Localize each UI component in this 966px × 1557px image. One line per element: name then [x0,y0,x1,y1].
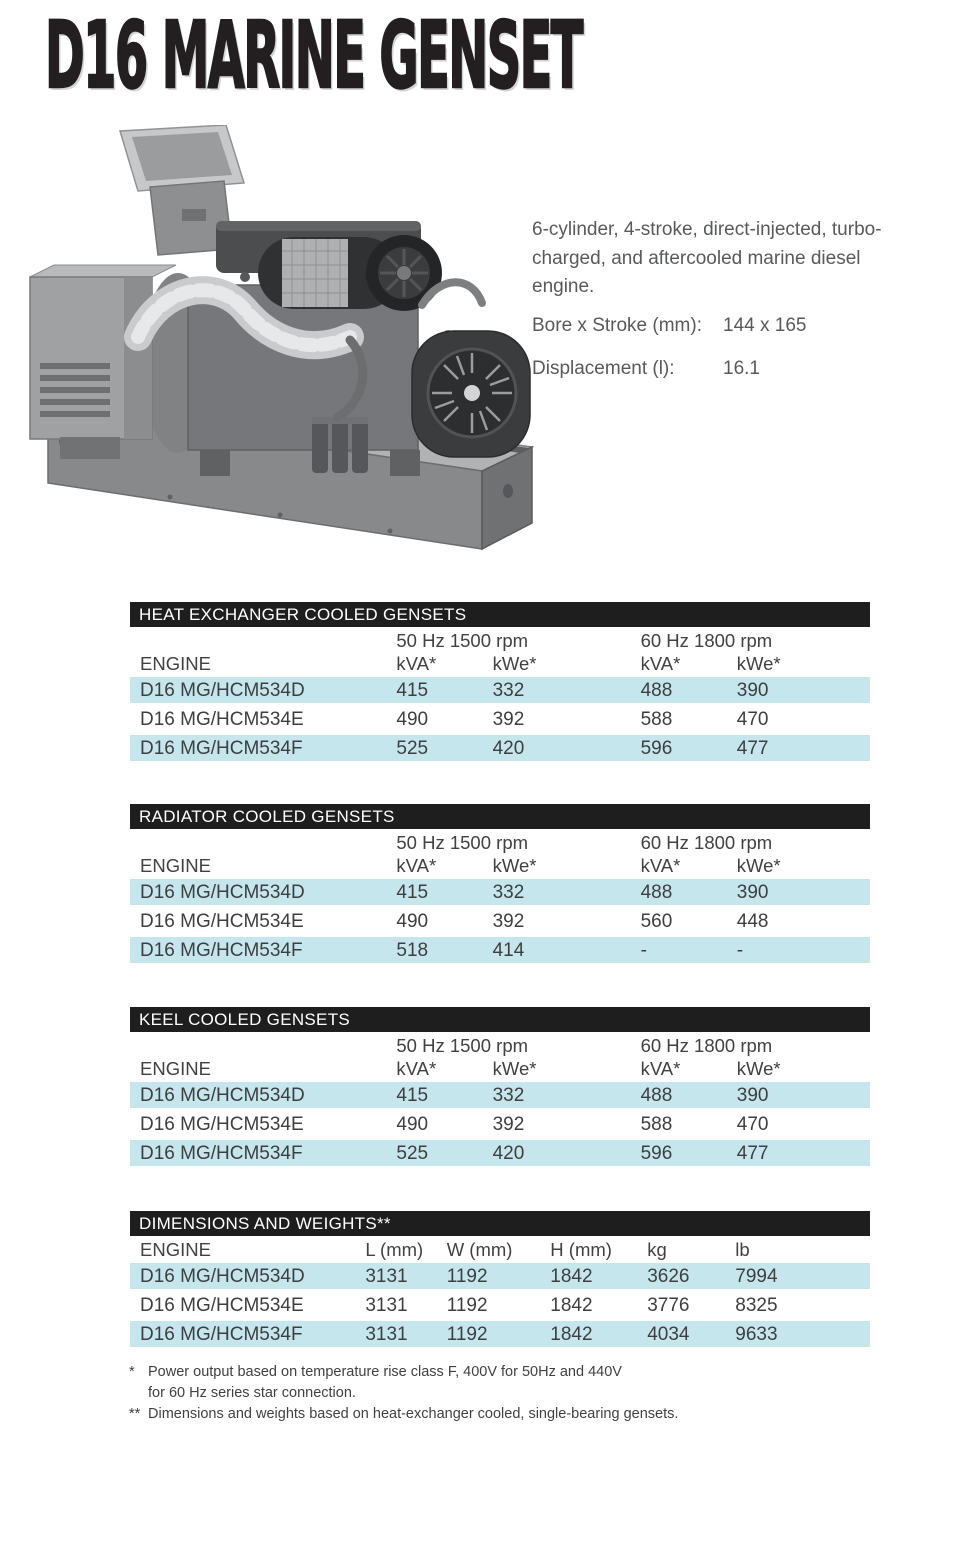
value-cell: 332 [492,680,525,701]
bore-stroke-spec [532,315,806,337]
freq-60hz-label: 60 Hz 1800 rpm [640,832,773,853]
value-cell: - [736,940,744,961]
value-cell: - [640,940,647,961]
table-title: KEEL COOLED GENSETS [139,1010,351,1029]
displacement-value: 16.1 [723,358,760,379]
value-cell: 8325 [735,1295,778,1316]
col-header-kwe-60: kWe* [736,653,781,674]
column-header-row [130,1057,870,1081]
table-row [130,676,870,705]
value-cell: 392 [492,709,525,730]
value-cell: 488 [640,1085,673,1106]
value-cell: 3776 [647,1295,690,1316]
value-cell: 488 [640,882,673,903]
table-title-bar [130,602,870,627]
value-cell: 414 [492,940,525,961]
col-header-kg: kg [647,1239,667,1260]
footnote-power-output [129,1362,789,1404]
engine-name: D16 MG/HCM534F [140,1143,303,1164]
column-header-row [130,854,870,878]
col-header-engine: ENGINE [140,855,211,876]
displacement-spec [532,358,760,380]
col-header-engine: ENGINE [140,1058,211,1079]
table-row [130,878,870,907]
genset-air-filter [258,235,442,311]
table-row [130,705,870,734]
value-cell: 1192 [446,1266,488,1287]
engine-description [532,216,892,302]
value-cell: 525 [396,1143,429,1164]
footnote-text [148,1362,789,1404]
value-cell: 390 [736,680,769,701]
footnote-dimensions [129,1404,789,1425]
value-cell: 420 [492,738,525,759]
value-cell: 4034 [647,1324,690,1345]
engine-name: D16 MG/HCM534F [140,940,303,961]
col-header-kwe-50: kWe* [492,653,537,674]
value-cell: 415 [396,680,429,701]
table-title-bar [130,1007,870,1032]
value-cell: 490 [396,709,429,730]
frequency-header-row [130,627,870,652]
value-cell: 390 [736,882,769,903]
footnote-marker: ** [129,1406,141,1422]
genset-cooler-fan [412,331,530,457]
engine-name: D16 MG/HCM534E [140,1295,304,1316]
freq-50hz-label: 50 Hz 1500 rpm [396,832,529,853]
col-header-kwe-50: kWe* [492,1058,537,1079]
value-cell: 588 [640,1114,673,1135]
engine-name: D16 MG/HCM534F [140,1324,303,1345]
value-cell: 596 [640,738,673,759]
col-header-length: L (mm) [365,1239,424,1260]
page-title: D16 MARINE GENSET [45,2,582,109]
value-cell: 525 [396,738,429,759]
table-row [130,1291,870,1320]
col-header-engine: ENGINE [140,653,211,674]
engine-name: D16 MG/HCM534D [140,1266,305,1287]
value-cell: 488 [640,680,673,701]
bore-stroke-label: Bore x Stroke (mm): [532,315,702,336]
value-cell: 470 [736,1114,769,1135]
col-header-kva-50: kVA* [396,855,437,876]
table-row [130,1262,870,1291]
engine-name: D16 MG/HCM534D [140,680,305,701]
table-row [130,1110,870,1139]
value-cell: 392 [492,1114,525,1135]
footnote-line: for 60 Hz series star connection. [148,1385,356,1401]
genset-photo [20,125,540,555]
engine-name: D16 MG/HCM534E [140,709,304,730]
col-header-kva-50: kVA* [396,653,437,674]
engine-description-text: 6-cylinder, 4-stroke, direct-injected, turbo-charged, and aftercooled marine diesel engine. [532,219,882,297]
value-cell: 560 [640,911,673,932]
freq-60hz-label: 60 Hz 1800 rpm [640,630,773,651]
value-cell: 596 [640,1143,673,1164]
value-cell: 490 [396,911,429,932]
value-cell: 518 [396,940,429,961]
value-cell: 392 [492,911,525,932]
freq-50hz-label: 50 Hz 1500 rpm [396,630,529,651]
footnote-line: Power output based on temperature rise class F, 400V for 50Hz and 440V [148,1364,622,1380]
value-cell: 477 [736,1143,769,1164]
table-title: RADIATOR COOLED GENSETS [139,807,395,826]
bore-stroke-value: 144 x 165 [723,315,807,336]
footnote-marker: * [129,1364,135,1380]
table-row [130,936,870,965]
value-cell: 9633 [735,1324,778,1345]
footnotes [129,1362,789,1425]
table-title: HEAT EXCHANGER COOLED GENSETS [139,605,467,624]
freq-50hz-label: 50 Hz 1500 rpm [396,1035,529,1056]
table-title-bar [130,804,870,829]
frequency-header-row [130,829,870,854]
frequency-header-row [130,1032,870,1057]
value-cell: 332 [492,1085,525,1106]
value-cell: 415 [396,882,429,903]
value-cell: 588 [640,709,673,730]
value-cell: 1842 [550,1295,593,1316]
table-row [130,1081,870,1110]
col-header-width: W (mm) [446,1239,513,1260]
freq-60hz-label: 60 Hz 1800 rpm [640,1035,773,1056]
col-header-kva-50: kVA* [396,1058,437,1079]
col-header-kwe-50: kWe* [492,855,537,876]
value-cell: 415 [396,1085,429,1106]
col-header-lb: lb [735,1239,750,1260]
col-header-kwe-60: kWe* [736,1058,781,1079]
value-cell: 390 [736,1085,769,1106]
value-cell: 3131 [365,1266,408,1287]
value-cell: 7994 [735,1266,778,1287]
radiator-table [130,804,870,965]
engine-name: D16 MG/HCM534D [140,882,305,903]
col-header-engine: ENGINE [140,1239,211,1260]
value-cell: 490 [396,1114,429,1135]
table-row [130,907,870,936]
value-cell: 3626 [647,1266,690,1287]
table-title-bar [130,1211,870,1236]
col-header-kva-60: kVA* [640,653,681,674]
value-cell: 3131 [365,1324,408,1345]
engine-name: D16 MG/HCM534F [140,738,303,759]
col-header-kwe-60: kWe* [736,855,781,876]
engine-name: D16 MG/HCM534E [140,1114,304,1135]
table-row [130,1139,870,1168]
table-row [130,1320,870,1349]
column-header-row [130,1236,870,1262]
table-row [130,734,870,763]
col-header-kva-60: kVA* [640,855,681,876]
spacer-cell [130,627,396,652]
engine-name: D16 MG/HCM534D [140,1085,305,1106]
dimensions-weights-table [130,1211,870,1349]
value-cell: 1842 [550,1266,593,1287]
spacer-cell [130,1032,396,1057]
value-cell: 3131 [365,1295,408,1316]
value-cell: 477 [736,738,769,759]
col-header-height: H (mm) [550,1239,612,1260]
value-cell: 448 [736,911,769,932]
column-header-row [130,652,870,676]
spacer-cell [130,829,396,854]
displacement-label: Displacement (l): [532,358,675,379]
heat-exchanger-table [130,602,870,763]
table-title: DIMENSIONS AND WEIGHTS** [139,1214,391,1233]
value-cell: 470 [736,709,769,730]
value-cell: 1192 [446,1324,488,1345]
footnote-text: Dimensions and weights based on heat-exchanger cooled, single-bearing gensets. [148,1406,679,1422]
value-cell: 332 [492,882,525,903]
value-cell: 1842 [550,1324,593,1345]
keel-cooled-table [130,1007,870,1168]
value-cell: 420 [492,1143,525,1164]
col-header-kva-60: kVA* [640,1058,681,1079]
value-cell: 1192 [446,1295,488,1316]
engine-name: D16 MG/HCM534E [140,911,304,932]
